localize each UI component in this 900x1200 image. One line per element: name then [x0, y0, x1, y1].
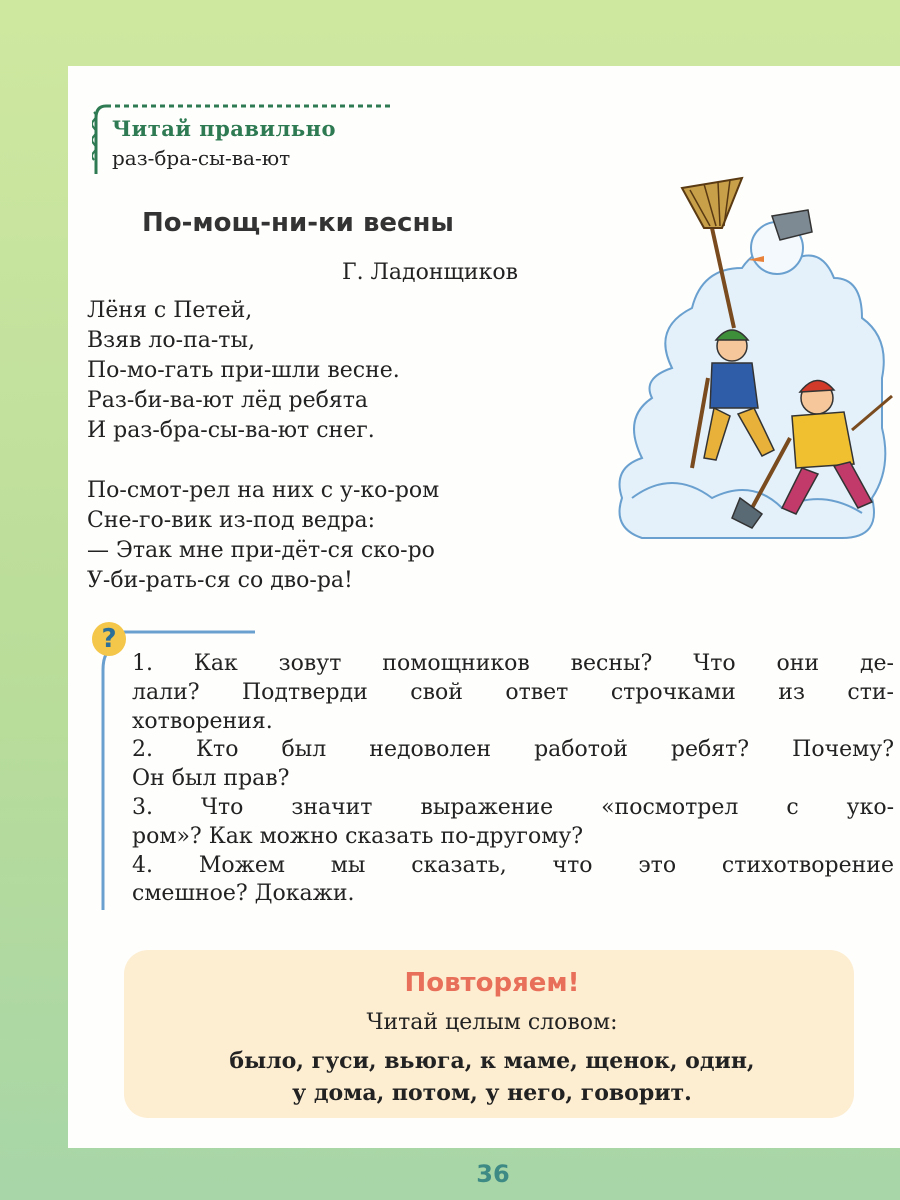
questions-list [132, 650, 894, 909]
poem-line: У-би-рать-ся со дво-ра! [87, 568, 353, 593]
page-number: 36 [476, 1160, 510, 1188]
poem-stanza-1 [87, 296, 400, 446]
poem-line: Сне-го-вик из-под ведра: [87, 508, 376, 533]
poem-line: Взяв ло-па-ты, [87, 328, 255, 353]
bucket-icon [772, 210, 812, 240]
repeat-subtitle: Читай целым словом: [366, 1010, 618, 1035]
poem-line: По-мо-гать при-шли весне. [87, 358, 400, 383]
question-line: 2. Кто был недоволен работой ребят? Почему? [132, 737, 894, 763]
poem-stanza-2 [87, 476, 439, 596]
read-correctly-title: Читай правильно [112, 116, 337, 141]
poem-line: — Этак мне при-дёт-ся ско-ро [87, 538, 435, 563]
question-icon: ? [92, 622, 126, 656]
question-line: лали? Подтверди свой ответ строчками из сти- [132, 679, 894, 705]
poem-title: По-мощ-ни-ки весны [142, 208, 454, 238]
poem-line: По-смот-рел на них с у-ко-ром [87, 478, 440, 503]
illustration-kids-breaking-ice [612, 168, 898, 548]
question-line: 1. Как зовут помощников весны? Что они де- [132, 651, 894, 676]
poem-line: Лёня с Петей, [87, 298, 253, 323]
question-line: ром»? Как можно сказать по-другому? [132, 823, 584, 849]
read-correctly-box [92, 98, 397, 180]
repeat-words-line-2: у дома, потом, у него, говорит. [292, 1080, 692, 1106]
question-line: хотворения. [132, 708, 273, 734]
poem-line: И раз-бра-сы-ва-ют снег. [87, 418, 375, 443]
poem-line: Раз-би-ва-ют лёд ребята [87, 388, 368, 413]
repeat-title: Повторяем! [404, 968, 580, 998]
repeat-words-line-1: было, гуси, вьюга, к маме, щенок, один, [229, 1048, 755, 1074]
poem-author: Г. Ладонщиков [342, 260, 518, 285]
question-line: 3. Что значит выражение «посмотрел с уко- [132, 794, 894, 820]
question-line: смешное? Докажи. [132, 881, 355, 907]
read-correctly-word: раз-бра-сы-ва-ют [112, 146, 291, 170]
question-line: Он был прав? [132, 766, 290, 792]
question-line: 4. Можем мы сказать, что это стихотворение [132, 852, 894, 878]
